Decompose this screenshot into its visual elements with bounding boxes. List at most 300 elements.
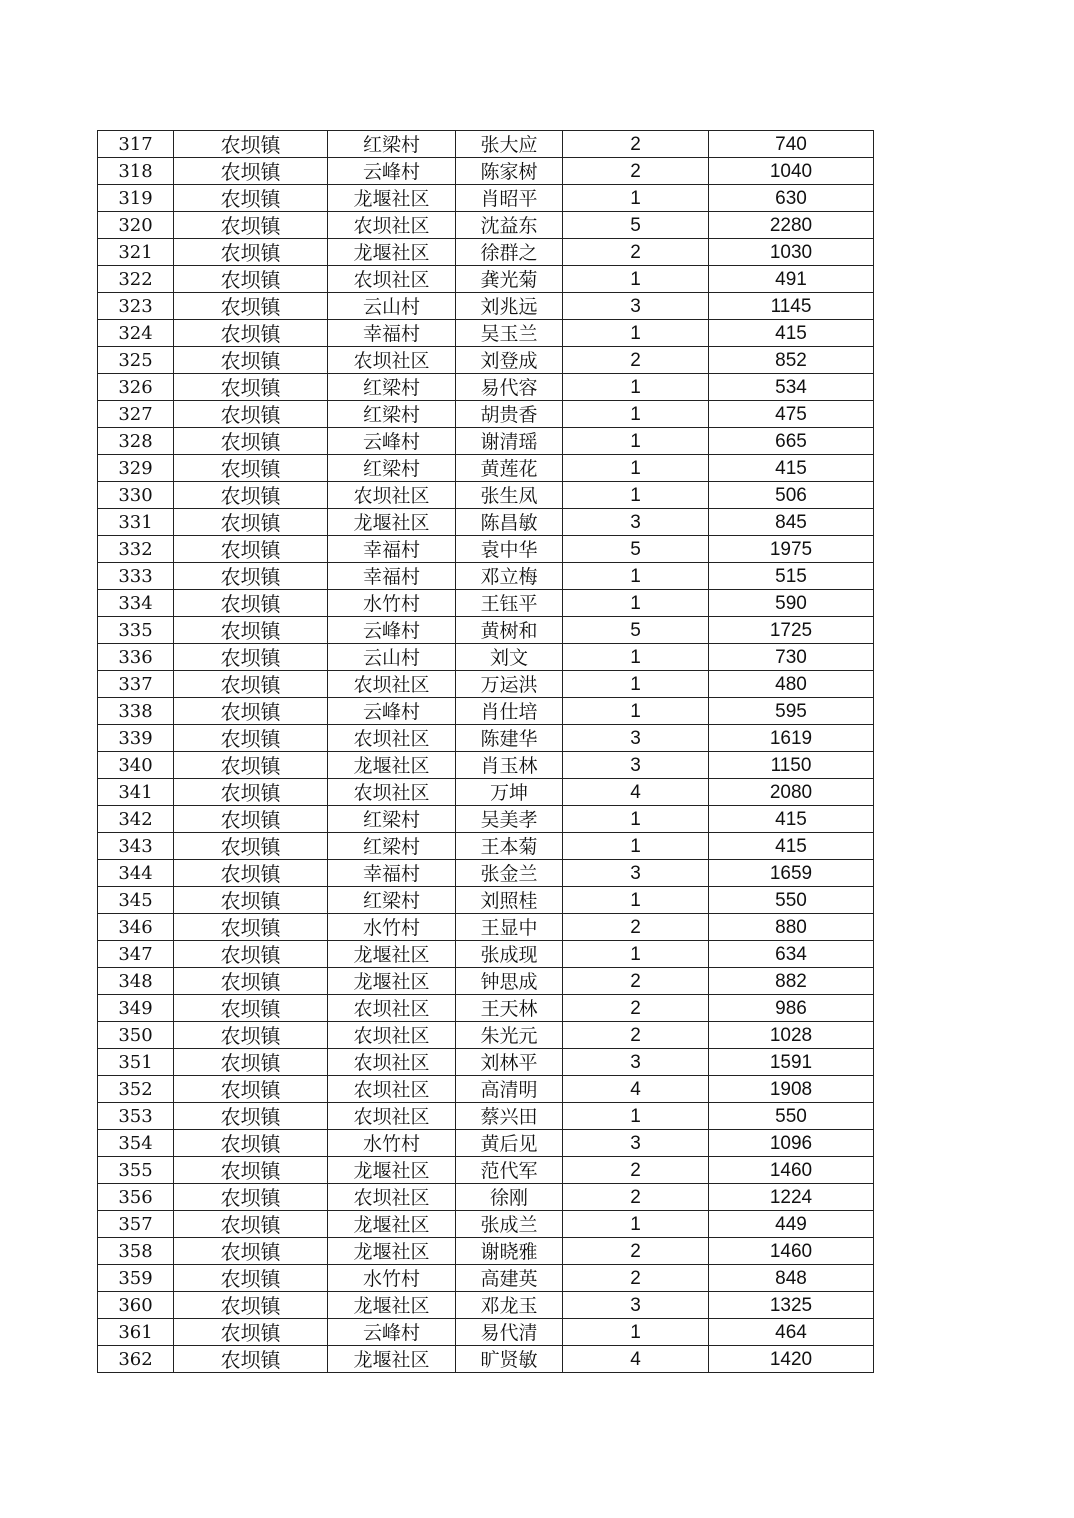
town-cell: 农坝镇 (174, 1184, 328, 1211)
town-cell: 农坝镇 (174, 266, 328, 293)
person-name-cell: 朱光元 (456, 1022, 563, 1049)
row-number-cell: 320 (98, 212, 174, 239)
household-count-cell: 1 (563, 590, 709, 617)
amount-cell: 1725 (709, 617, 874, 644)
table-row (98, 455, 874, 482)
household-count-cell: 5 (563, 536, 709, 563)
person-name-cell: 陈昌敏 (456, 509, 563, 536)
table-row (98, 239, 874, 266)
row-number-cell: 348 (98, 968, 174, 995)
table-row (98, 1184, 874, 1211)
table-row (98, 779, 874, 806)
row-number-cell: 347 (98, 941, 174, 968)
table-row (98, 374, 874, 401)
table-row (98, 806, 874, 833)
amount-cell: 1030 (709, 239, 874, 266)
village-cell: 农坝社区 (328, 779, 456, 806)
table-row (98, 1022, 874, 1049)
table-row (98, 428, 874, 455)
town-cell: 农坝镇 (174, 833, 328, 860)
village-cell: 龙堰社区 (328, 941, 456, 968)
amount-cell: 415 (709, 320, 874, 347)
amount-cell: 1460 (709, 1157, 874, 1184)
person-name-cell: 万运洪 (456, 671, 563, 698)
household-count-cell: 2 (563, 1265, 709, 1292)
village-cell: 幸福村 (328, 536, 456, 563)
village-cell: 农坝社区 (328, 266, 456, 293)
row-number-cell: 334 (98, 590, 174, 617)
table-row (98, 1265, 874, 1292)
town-cell: 农坝镇 (174, 590, 328, 617)
town-cell: 农坝镇 (174, 482, 328, 509)
row-number-cell: 357 (98, 1211, 174, 1238)
table-row (98, 914, 874, 941)
row-number-cell: 360 (98, 1292, 174, 1319)
person-name-cell: 高建英 (456, 1265, 563, 1292)
row-number-cell: 325 (98, 347, 174, 374)
table-row (98, 671, 874, 698)
person-name-cell: 王显中 (456, 914, 563, 941)
town-cell: 农坝镇 (174, 1346, 328, 1373)
person-name-cell: 刘兆远 (456, 293, 563, 320)
town-cell: 农坝镇 (174, 1103, 328, 1130)
row-number-cell: 353 (98, 1103, 174, 1130)
household-count-cell: 2 (563, 131, 709, 158)
table-row (98, 212, 874, 239)
person-name-cell: 刘文 (456, 644, 563, 671)
row-number-cell: 358 (98, 1238, 174, 1265)
table-row (98, 509, 874, 536)
village-cell: 红梁村 (328, 833, 456, 860)
town-cell: 农坝镇 (174, 1022, 328, 1049)
town-cell: 农坝镇 (174, 563, 328, 590)
table-row (98, 563, 874, 590)
village-cell: 云峰村 (328, 1319, 456, 1346)
village-cell: 红梁村 (328, 887, 456, 914)
village-cell: 农坝社区 (328, 1076, 456, 1103)
row-number-cell: 326 (98, 374, 174, 401)
row-number-cell: 342 (98, 806, 174, 833)
person-name-cell: 刘林平 (456, 1049, 563, 1076)
town-cell: 农坝镇 (174, 806, 328, 833)
town-cell: 农坝镇 (174, 1292, 328, 1319)
row-number-cell: 337 (98, 671, 174, 698)
household-count-cell: 3 (563, 725, 709, 752)
village-cell: 水竹村 (328, 1265, 456, 1292)
village-cell: 龙堰社区 (328, 185, 456, 212)
village-cell: 农坝社区 (328, 1049, 456, 1076)
row-number-cell: 355 (98, 1157, 174, 1184)
person-name-cell: 旷贤敏 (456, 1346, 563, 1373)
amount-cell: 665 (709, 428, 874, 455)
household-count-cell: 1 (563, 428, 709, 455)
town-cell: 农坝镇 (174, 1238, 328, 1265)
village-cell: 云山村 (328, 293, 456, 320)
amount-cell: 2280 (709, 212, 874, 239)
town-cell: 农坝镇 (174, 725, 328, 752)
household-count-cell: 2 (563, 1157, 709, 1184)
town-cell: 农坝镇 (174, 1076, 328, 1103)
town-cell: 农坝镇 (174, 698, 328, 725)
household-count-cell: 1 (563, 482, 709, 509)
town-cell: 农坝镇 (174, 293, 328, 320)
table-row (98, 293, 874, 320)
row-number-cell: 324 (98, 320, 174, 347)
row-number-cell: 333 (98, 563, 174, 590)
amount-cell: 986 (709, 995, 874, 1022)
village-cell: 红梁村 (328, 374, 456, 401)
village-cell: 农坝社区 (328, 212, 456, 239)
amount-cell: 475 (709, 401, 874, 428)
town-cell: 农坝镇 (174, 1130, 328, 1157)
row-number-cell: 349 (98, 995, 174, 1022)
table-row (98, 887, 874, 914)
household-count-cell: 1 (563, 401, 709, 428)
town-cell: 农坝镇 (174, 671, 328, 698)
table-row (98, 347, 874, 374)
row-number-cell: 354 (98, 1130, 174, 1157)
household-count-cell: 1 (563, 887, 709, 914)
row-number-cell: 322 (98, 266, 174, 293)
village-cell: 龙堰社区 (328, 1346, 456, 1373)
person-name-cell: 钟思成 (456, 968, 563, 995)
row-number-cell: 345 (98, 887, 174, 914)
row-number-cell: 318 (98, 158, 174, 185)
amount-cell: 1145 (709, 293, 874, 320)
row-number-cell: 352 (98, 1076, 174, 1103)
village-cell: 农坝社区 (328, 1022, 456, 1049)
amount-cell: 415 (709, 806, 874, 833)
household-count-cell: 2 (563, 914, 709, 941)
table-row (98, 995, 874, 1022)
town-cell: 农坝镇 (174, 1049, 328, 1076)
amount-cell: 491 (709, 266, 874, 293)
town-cell: 农坝镇 (174, 536, 328, 563)
village-cell: 云山村 (328, 644, 456, 671)
row-number-cell: 319 (98, 185, 174, 212)
village-cell: 龙堰社区 (328, 509, 456, 536)
village-cell: 红梁村 (328, 131, 456, 158)
household-count-cell: 1 (563, 320, 709, 347)
village-cell: 农坝社区 (328, 671, 456, 698)
town-cell: 农坝镇 (174, 887, 328, 914)
household-count-cell: 3 (563, 509, 709, 536)
household-count-cell: 1 (563, 266, 709, 293)
amount-cell: 1224 (709, 1184, 874, 1211)
village-cell: 云峰村 (328, 428, 456, 455)
table-row (98, 968, 874, 995)
amount-cell: 449 (709, 1211, 874, 1238)
person-name-cell: 张成现 (456, 941, 563, 968)
row-number-cell: 338 (98, 698, 174, 725)
village-cell: 农坝社区 (328, 1184, 456, 1211)
village-cell: 水竹村 (328, 914, 456, 941)
town-cell: 农坝镇 (174, 455, 328, 482)
amount-cell: 1325 (709, 1292, 874, 1319)
row-number-cell: 341 (98, 779, 174, 806)
table-row (98, 941, 874, 968)
amount-cell: 415 (709, 455, 874, 482)
person-name-cell: 黄后见 (456, 1130, 563, 1157)
person-name-cell: 张生凤 (456, 482, 563, 509)
table-row (98, 1103, 874, 1130)
village-cell: 云峰村 (328, 158, 456, 185)
household-count-cell: 3 (563, 1049, 709, 1076)
village-cell: 农坝社区 (328, 482, 456, 509)
village-cell: 龙堰社区 (328, 1211, 456, 1238)
household-count-cell: 2 (563, 158, 709, 185)
person-name-cell: 肖仕培 (456, 698, 563, 725)
table-row (98, 158, 874, 185)
household-count-cell: 1 (563, 455, 709, 482)
household-count-cell: 3 (563, 860, 709, 887)
household-count-cell: 1 (563, 374, 709, 401)
household-count-cell: 2 (563, 239, 709, 266)
row-number-cell: 331 (98, 509, 174, 536)
town-cell: 农坝镇 (174, 320, 328, 347)
person-name-cell: 吴美孝 (456, 806, 563, 833)
table-row (98, 1346, 874, 1373)
table-row (98, 536, 874, 563)
town-cell: 农坝镇 (174, 860, 328, 887)
household-count-cell: 1 (563, 833, 709, 860)
row-number-cell: 327 (98, 401, 174, 428)
person-name-cell: 吴玉兰 (456, 320, 563, 347)
village-cell: 幸福村 (328, 860, 456, 887)
town-cell: 农坝镇 (174, 752, 328, 779)
table-row (98, 698, 874, 725)
town-cell: 农坝镇 (174, 1265, 328, 1292)
town-cell: 农坝镇 (174, 941, 328, 968)
amount-cell: 1150 (709, 752, 874, 779)
household-count-cell: 2 (563, 1184, 709, 1211)
village-cell: 农坝社区 (328, 1103, 456, 1130)
household-count-cell: 1 (563, 563, 709, 590)
household-count-cell: 1 (563, 698, 709, 725)
household-count-cell: 2 (563, 1022, 709, 1049)
town-cell: 农坝镇 (174, 779, 328, 806)
table-row (98, 401, 874, 428)
row-number-cell: 340 (98, 752, 174, 779)
amount-cell: 550 (709, 1103, 874, 1130)
table-row (98, 752, 874, 779)
person-name-cell: 龚光菊 (456, 266, 563, 293)
village-cell: 幸福村 (328, 320, 456, 347)
amount-cell: 845 (709, 509, 874, 536)
person-name-cell: 蔡兴田 (456, 1103, 563, 1130)
amount-cell: 852 (709, 347, 874, 374)
table-row (98, 482, 874, 509)
table-row (98, 1130, 874, 1157)
village-cell: 红梁村 (328, 401, 456, 428)
amount-cell: 880 (709, 914, 874, 941)
village-cell: 红梁村 (328, 455, 456, 482)
household-count-cell: 1 (563, 1319, 709, 1346)
table-row (98, 1076, 874, 1103)
amount-cell: 1975 (709, 536, 874, 563)
person-name-cell: 张金兰 (456, 860, 563, 887)
household-count-cell: 4 (563, 779, 709, 806)
household-count-cell: 5 (563, 617, 709, 644)
amount-cell: 415 (709, 833, 874, 860)
household-count-cell: 1 (563, 806, 709, 833)
table-row (98, 1292, 874, 1319)
amount-cell: 590 (709, 590, 874, 617)
person-name-cell: 黄莲花 (456, 455, 563, 482)
village-cell: 龙堰社区 (328, 1292, 456, 1319)
town-cell: 农坝镇 (174, 509, 328, 536)
town-cell: 农坝镇 (174, 374, 328, 401)
table-row (98, 617, 874, 644)
town-cell: 农坝镇 (174, 968, 328, 995)
household-count-cell: 3 (563, 293, 709, 320)
household-count-cell: 3 (563, 752, 709, 779)
amount-cell: 848 (709, 1265, 874, 1292)
table-body (98, 131, 874, 1373)
amount-cell: 1659 (709, 860, 874, 887)
person-name-cell: 易代容 (456, 374, 563, 401)
row-number-cell: 343 (98, 833, 174, 860)
person-name-cell: 刘照桂 (456, 887, 563, 914)
village-cell: 幸福村 (328, 563, 456, 590)
table-row (98, 725, 874, 752)
person-name-cell: 邓龙玉 (456, 1292, 563, 1319)
row-number-cell: 350 (98, 1022, 174, 1049)
row-number-cell: 359 (98, 1265, 174, 1292)
household-count-cell: 4 (563, 1346, 709, 1373)
household-count-cell: 2 (563, 347, 709, 374)
table-row (98, 1238, 874, 1265)
household-count-cell: 3 (563, 1130, 709, 1157)
table-row (98, 590, 874, 617)
row-number-cell: 339 (98, 725, 174, 752)
town-cell: 农坝镇 (174, 347, 328, 374)
amount-cell: 1028 (709, 1022, 874, 1049)
village-cell: 农坝社区 (328, 347, 456, 374)
village-cell: 农坝社区 (328, 725, 456, 752)
person-name-cell: 王天林 (456, 995, 563, 1022)
town-cell: 农坝镇 (174, 212, 328, 239)
town-cell: 农坝镇 (174, 185, 328, 212)
town-cell: 农坝镇 (174, 1157, 328, 1184)
village-cell: 水竹村 (328, 590, 456, 617)
row-number-cell: 323 (98, 293, 174, 320)
person-name-cell: 陈家树 (456, 158, 563, 185)
amount-cell: 515 (709, 563, 874, 590)
row-number-cell: 362 (98, 1346, 174, 1373)
person-name-cell: 邓立梅 (456, 563, 563, 590)
amount-cell: 1096 (709, 1130, 874, 1157)
row-number-cell: 329 (98, 455, 174, 482)
person-name-cell: 谢清瑶 (456, 428, 563, 455)
person-name-cell: 王钰平 (456, 590, 563, 617)
household-count-cell: 2 (563, 1238, 709, 1265)
town-cell: 农坝镇 (174, 617, 328, 644)
person-name-cell: 张大应 (456, 131, 563, 158)
table-row (98, 1049, 874, 1076)
village-cell: 水竹村 (328, 1130, 456, 1157)
village-cell: 云峰村 (328, 617, 456, 644)
table-row (98, 1211, 874, 1238)
amount-cell: 740 (709, 131, 874, 158)
amount-cell: 1908 (709, 1076, 874, 1103)
amount-cell: 882 (709, 968, 874, 995)
table-row (98, 860, 874, 887)
village-cell: 龙堰社区 (328, 239, 456, 266)
person-name-cell: 肖玉林 (456, 752, 563, 779)
town-cell: 农坝镇 (174, 131, 328, 158)
amount-cell: 1040 (709, 158, 874, 185)
row-number-cell: 336 (98, 644, 174, 671)
amount-cell: 506 (709, 482, 874, 509)
person-name-cell: 沈益东 (456, 212, 563, 239)
amount-cell: 730 (709, 644, 874, 671)
household-count-cell: 3 (563, 1292, 709, 1319)
household-count-cell: 2 (563, 995, 709, 1022)
row-number-cell: 328 (98, 428, 174, 455)
amount-cell: 550 (709, 887, 874, 914)
table-row (98, 1157, 874, 1184)
row-number-cell: 332 (98, 536, 174, 563)
amount-cell: 1619 (709, 725, 874, 752)
data-table (97, 130, 874, 1373)
person-name-cell: 徐刚 (456, 1184, 563, 1211)
amount-cell: 480 (709, 671, 874, 698)
household-count-cell: 1 (563, 644, 709, 671)
person-name-cell: 高清明 (456, 1076, 563, 1103)
amount-cell: 534 (709, 374, 874, 401)
household-count-cell: 1 (563, 1103, 709, 1130)
person-name-cell: 徐群之 (456, 239, 563, 266)
amount-cell: 634 (709, 941, 874, 968)
household-count-cell: 1 (563, 671, 709, 698)
person-name-cell: 胡贵香 (456, 401, 563, 428)
town-cell: 农坝镇 (174, 401, 328, 428)
row-number-cell: 330 (98, 482, 174, 509)
household-count-cell: 4 (563, 1076, 709, 1103)
town-cell: 农坝镇 (174, 1211, 328, 1238)
household-count-cell: 5 (563, 212, 709, 239)
table-row (98, 644, 874, 671)
row-number-cell: 356 (98, 1184, 174, 1211)
row-number-cell: 335 (98, 617, 174, 644)
amount-cell: 1420 (709, 1346, 874, 1373)
person-name-cell: 张成兰 (456, 1211, 563, 1238)
person-name-cell: 谢晓雅 (456, 1238, 563, 1265)
row-number-cell: 317 (98, 131, 174, 158)
row-number-cell: 346 (98, 914, 174, 941)
row-number-cell: 344 (98, 860, 174, 887)
person-name-cell: 万坤 (456, 779, 563, 806)
town-cell: 农坝镇 (174, 1319, 328, 1346)
row-number-cell: 321 (98, 239, 174, 266)
table-row (98, 320, 874, 347)
person-name-cell: 肖昭平 (456, 185, 563, 212)
village-cell: 龙堰社区 (328, 752, 456, 779)
village-cell: 农坝社区 (328, 995, 456, 1022)
town-cell: 农坝镇 (174, 239, 328, 266)
person-name-cell: 王本菊 (456, 833, 563, 860)
town-cell: 农坝镇 (174, 995, 328, 1022)
village-cell: 龙堰社区 (328, 968, 456, 995)
village-cell: 龙堰社区 (328, 1157, 456, 1184)
town-cell: 农坝镇 (174, 428, 328, 455)
village-cell: 红梁村 (328, 806, 456, 833)
person-name-cell: 范代军 (456, 1157, 563, 1184)
amount-cell: 1460 (709, 1238, 874, 1265)
amount-cell: 464 (709, 1319, 874, 1346)
person-name-cell: 刘登成 (456, 347, 563, 374)
